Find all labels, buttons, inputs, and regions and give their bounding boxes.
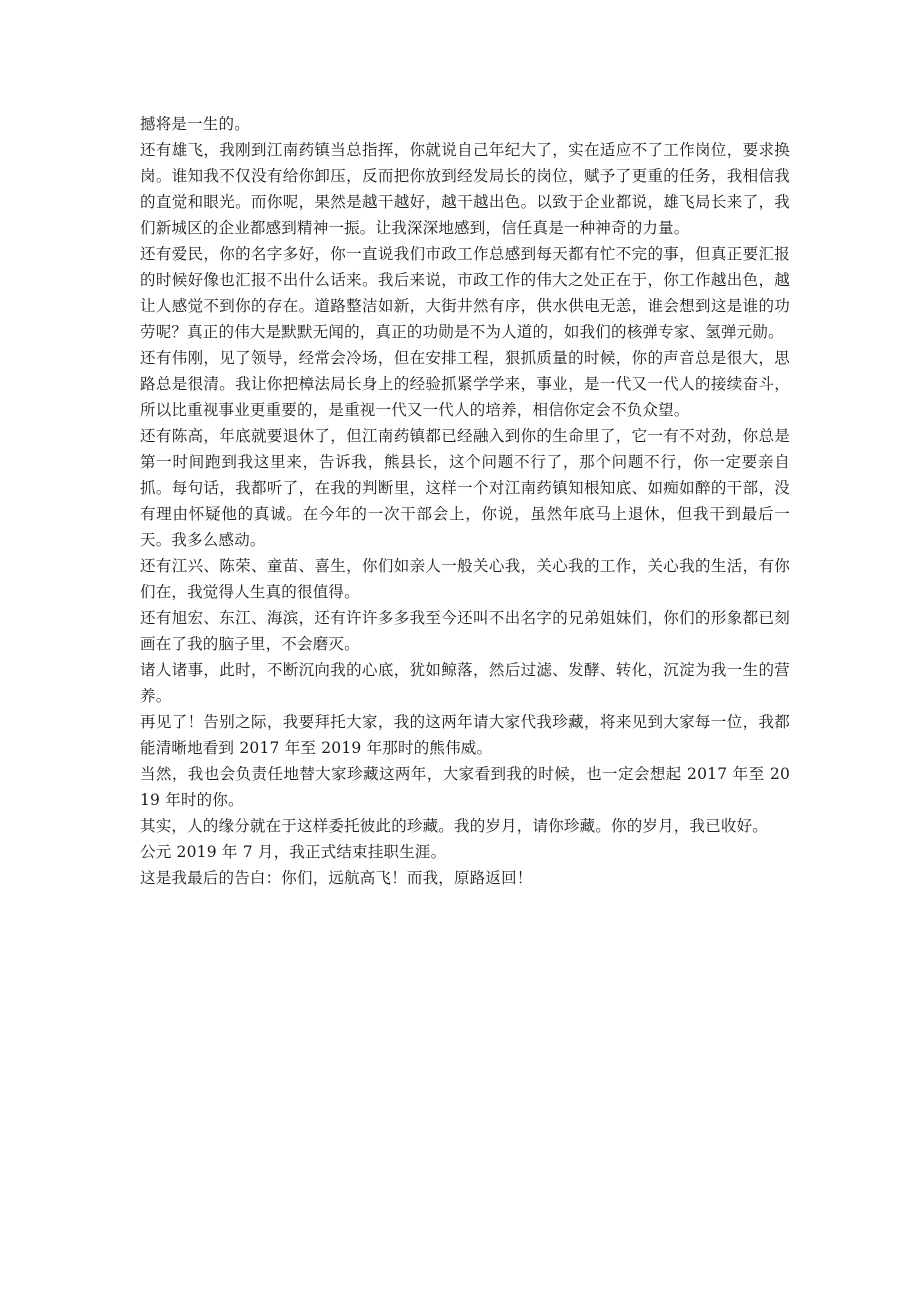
paragraph-4: 还有伟刚，见了领导，经常会冷场，但在安排工程，狠抓质量的时候，你的声音总是很大，思路总是很清。我让你把樟法局长身上的经验抓紧学学来，事业，是一代又一代人的接续奋斗，所以比重视事业更重要的，是重视一代又一代人的培养，相信你定会不负众望。 xyxy=(140,349,790,419)
paragraph-12: 公元 2019 年 7 月，我正式结束挂职生涯。 xyxy=(140,843,447,861)
paragraph-1: 撼将是一生的。 xyxy=(140,115,250,133)
paragraph-10: 当然，我也会负责任地替大家珍藏这两年，大家看到我的时候，也一定会想起 2017 年至 2019 年时的你。 xyxy=(140,765,790,809)
paragraph-5: 还有陈高，年底就要退休了，但江南药镇都已经融入到你的生命里了，它一有不对劲，你总是第一时间跑到我这里来，告诉我，熊县长，这个问题不行了，那个问题不行，你一定要亲自抓。每句话，我都听了，在我的判断里，这样一个对江南药镇知根知底、如痴如醉的干部，没有理由怀疑他的真诚。在今年的一次干部会上，你说，虽然年底马上退休，但我干到最后一天。我多么感动。 xyxy=(140,427,790,549)
paragraph-6: 还有江兴、陈荣、童苗、喜生，你们如亲人一般关心我，关心我的工作，关心我的生活，有你们在，我觉得人生真的很值得。 xyxy=(140,557,790,601)
paragraph-11: 其实，人的缘分就在于这样委托彼此的珍藏。我的岁月，请你珍藏。你的岁月，我已收好。 xyxy=(140,817,769,835)
paragraph-3: 还有爱民，你的名字多好，你一直说我们市政工作总感到每天都有忙不完的事，但真正要汇报的时候好像也汇报不出什么话来。我后来说，市政工作的伟大之处正在于，你工作越出色，越让人感觉不到你的存在。道路整洁如新，大街井然有序，供水供电无恙，谁会想到这是谁的功劳呢？真正的伟大是默默无闻的，真正的功勋是不为人道的，如我们的核弹专家、氢弹元勋。 xyxy=(140,245,790,341)
paragraph-9: 再见了！告别之际，我要拜托大家，我的这两年请大家代我珍藏，将来见到大家每一位，我都能清晰地看到 2017 年至 2019 年那时的熊伟威。 xyxy=(140,713,790,757)
paragraph-8: 诸人诸事，此时，不断沉向我的心底，犹如鲸落，然后过滤、发酵、转化，沉淀为我一生的营养。 xyxy=(140,661,790,705)
paragraph-13: 这是我最后的告白：你们，远航高飞！而我，原路返回！ xyxy=(140,869,533,887)
document-body xyxy=(140,111,790,891)
paragraph-2: 还有雄飞，我刚到江南药镇当总指挥，你就说自己年纪大了，实在适应不了工作岗位，要求换岗。谁知我不仅没有给你卸压，反而把你放到经发局长的岗位，赋予了更重的任务，我相信我的直觉和眼光。而你呢，果然是越干越好，越干越出色。以致于企业都说，雄飞局长来了，我们新城区的企业都感到精神一振。让我深深地感到，信任真是一种神奇的力量。 xyxy=(140,141,790,237)
paragraph-7: 还有旭宏、东江、海滨，还有许许多多我至今还叫不出名字的兄弟姐妹们，你们的形象都已刻画在了我的脑子里，不会磨灭。 xyxy=(140,609,790,653)
